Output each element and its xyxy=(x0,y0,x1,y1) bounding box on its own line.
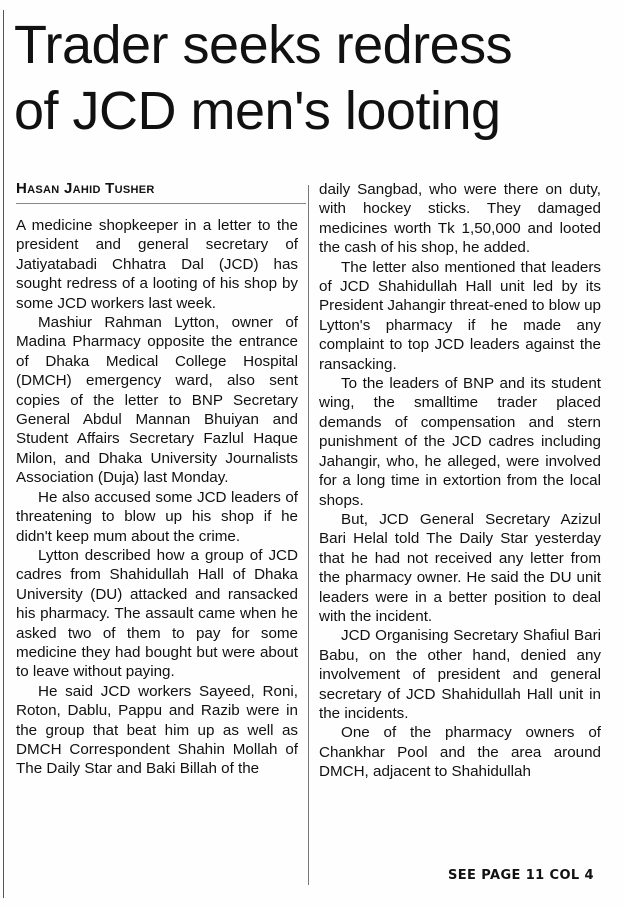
page-edge-rule xyxy=(3,10,4,898)
paragraph: But, JCD General Secretary Azizul Bari Helal told The Daily Star yesterday that he had not received any letter from the pharmacy owner. He said the DU unit leaders were in a better position to deal with the incident. xyxy=(319,510,601,625)
paragraph: Lytton described how a group of JCD cadres from Shahidullah Hall of Dhaka University (DU) attacked and ransacked his pharmacy. The assault came when he asked two of them to pay for some medicine they had bought but were about to leave without paying. xyxy=(16,546,298,681)
paragraph: A medicine shopkeeper in a letter to the president and general secretary of Jatiyatabadi Chhatra Dal (JCD) has sought redress of a looting of his shop by some JCD workers last week. xyxy=(16,217,298,312)
paragraph: JCD Organising Secretary Shafiul Bari Babu, on the other hand, denied any involvement of president and general secretary of JCD Shahidullah Hall unit in the incidents. xyxy=(319,627,601,722)
paragraph: To the leaders of BNP and its student wing, the smalltime trader placed demands of compensation and stern punishment of the JCD cadres including Jahangir, who, he alleged, were involved for a long time in extortion from the local shops. xyxy=(319,375,601,509)
headline xyxy=(14,12,614,144)
paragraph: The letter also mentioned that leaders of JCD Shahidullah Hall unit led by its President Jahangir threat-ened to blow up Lytton's pharmacy if he made any complaint to top JCD leaders against the ransacking. xyxy=(319,258,601,373)
left-column xyxy=(16,216,298,779)
paragraph: daily Sangbad, who were there on duty, with hockey sticks. They damaged medicines worth Tk 1,50,000 and looted the cash of his shop, he added. xyxy=(319,181,601,257)
paragraph: Mashiur Rahman Lytton, owner of Madina Pharmacy opposite the entrance of Dhaka Medical College Hospital (DMCH) emergency ward, also sent copies of the letter to BNP Secretary General Abdul Mannan Bhuiyan and Student Affairs Secretary Fazlul Haque Milon, and Dhaka University Journalists Association (Duja) last Monday. xyxy=(16,314,298,487)
paragraph: He also accused some JCD leaders of threatening to blow up his shop if he didn't keep mum about the crime. xyxy=(16,488,298,545)
paragraph: He said JCD workers Sayeed, Roni, Roton, Dablu, Pappu and Razib were in the group that beat him up as well as DMCH Correspondent Shahin Mollah of The Daily Star and Baki Billah of the xyxy=(16,682,298,778)
right-column xyxy=(319,180,601,782)
paragraph: One of the pharmacy owners of Chankhar Pool and the area around DMCH, adjacent to Shahidullah xyxy=(319,724,601,781)
continued-on-jump-line: SEE PAGE 11 COL 4 xyxy=(448,868,594,883)
byline-rule xyxy=(16,203,306,204)
byline: Hasan Jahid Tusher xyxy=(16,180,155,197)
headline-line-2: of JCD men's looting xyxy=(14,81,501,141)
headline-line-1: Trader seeks redress xyxy=(14,15,513,75)
column-divider xyxy=(308,185,309,885)
